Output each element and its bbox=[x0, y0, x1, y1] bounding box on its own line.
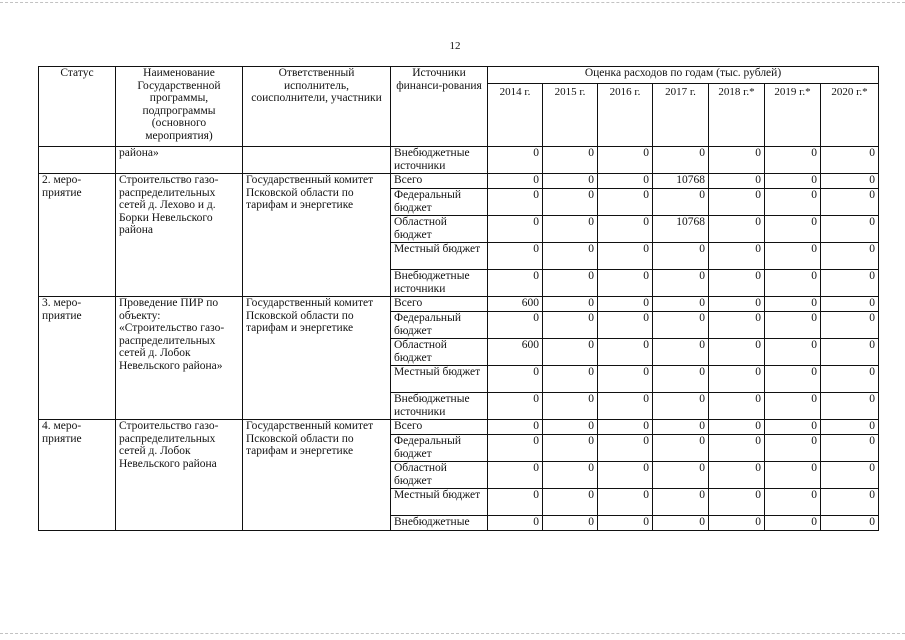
value-cell: 0 bbox=[709, 420, 765, 435]
value-cell: 0 bbox=[709, 339, 765, 366]
source-cell: Областной бюджет bbox=[391, 462, 488, 489]
executor-cell bbox=[243, 147, 391, 174]
header-year: 2014 г. bbox=[488, 84, 543, 147]
value-cell: 0 bbox=[765, 189, 821, 216]
table-row bbox=[39, 297, 879, 312]
value-cell: 0 bbox=[598, 462, 653, 489]
value-cell: 0 bbox=[765, 174, 821, 189]
value-cell: 0 bbox=[543, 393, 598, 420]
value-cell: 0 bbox=[653, 516, 709, 531]
value-cell: 0 bbox=[709, 516, 765, 531]
value-cell: 600 bbox=[488, 339, 543, 366]
value-cell: 0 bbox=[765, 420, 821, 435]
value-cell: 0 bbox=[488, 462, 543, 489]
value-cell: 0 bbox=[653, 243, 709, 270]
value-cell: 0 bbox=[653, 366, 709, 393]
expenditure-table bbox=[38, 66, 879, 531]
value-cell: 0 bbox=[488, 243, 543, 270]
value-cell: 0 bbox=[543, 489, 598, 516]
value-cell: 0 bbox=[488, 174, 543, 189]
header-year: 2018 г.* bbox=[709, 84, 765, 147]
value-cell: 600 bbox=[488, 297, 543, 312]
value-cell: 0 bbox=[709, 393, 765, 420]
source-cell: Местный бюджет bbox=[391, 489, 488, 516]
page-number: 12 bbox=[449, 40, 461, 52]
value-cell: 0 bbox=[653, 435, 709, 462]
value-cell: 0 bbox=[598, 420, 653, 435]
value-cell: 0 bbox=[821, 216, 879, 243]
value-cell: 0 bbox=[543, 312, 598, 339]
source-cell: Областной бюджет bbox=[391, 339, 488, 366]
source-cell: Внебюджетные источники bbox=[391, 270, 488, 297]
source-cell: Местный бюджет bbox=[391, 243, 488, 270]
value-cell: 0 bbox=[488, 270, 543, 297]
value-cell: 0 bbox=[543, 366, 598, 393]
value-cell: 0 bbox=[765, 393, 821, 420]
program-name-cell: Строительство газо-распределительных сетей д. Лобок Невельского района bbox=[116, 420, 243, 531]
value-cell: 0 bbox=[821, 270, 879, 297]
value-cell: 0 bbox=[765, 462, 821, 489]
value-cell: 0 bbox=[765, 147, 821, 174]
source-cell: Всего bbox=[391, 174, 488, 189]
value-cell: 0 bbox=[598, 189, 653, 216]
executor-cell: Государственный комитет Псковской области по тарифам и энергетике bbox=[243, 420, 391, 531]
source-cell: Федеральный бюджет bbox=[391, 312, 488, 339]
program-name-cell: Проведение ПИР по объекту: «Строительство газо-распределительных сетей д. Лобок Невельского района» bbox=[116, 297, 243, 420]
value-cell: 0 bbox=[821, 312, 879, 339]
value-cell: 0 bbox=[709, 174, 765, 189]
value-cell: 0 bbox=[488, 312, 543, 339]
value-cell: 0 bbox=[653, 312, 709, 339]
value-cell: 0 bbox=[488, 189, 543, 216]
header-sources: Источники финанси-рования bbox=[391, 67, 488, 147]
value-cell: 0 bbox=[765, 270, 821, 297]
value-cell: 0 bbox=[543, 297, 598, 312]
source-cell: Федеральный бюджет bbox=[391, 435, 488, 462]
value-cell: 0 bbox=[543, 462, 598, 489]
value-cell: 0 bbox=[598, 339, 653, 366]
value-cell: 0 bbox=[765, 339, 821, 366]
value-cell: 0 bbox=[765, 366, 821, 393]
value-cell: 0 bbox=[653, 393, 709, 420]
header-executor: Ответственный исполнитель, соисполнители, участники bbox=[243, 67, 391, 147]
value-cell: 0 bbox=[488, 216, 543, 243]
value-cell: 0 bbox=[653, 189, 709, 216]
executor-cell: Государственный комитет Псковской области по тарифам и энергетике bbox=[243, 297, 391, 420]
value-cell: 0 bbox=[821, 297, 879, 312]
value-cell: 0 bbox=[765, 435, 821, 462]
program-name-cell: района» bbox=[116, 147, 243, 174]
value-cell: 0 bbox=[821, 435, 879, 462]
value-cell: 0 bbox=[598, 435, 653, 462]
value-cell: 0 bbox=[709, 462, 765, 489]
value-cell: 0 bbox=[821, 516, 879, 531]
value-cell: 0 bbox=[543, 174, 598, 189]
value-cell: 0 bbox=[765, 297, 821, 312]
status-cell: 3. меро-приятие bbox=[39, 297, 116, 420]
value-cell: 0 bbox=[765, 243, 821, 270]
value-cell: 0 bbox=[543, 147, 598, 174]
value-cell: 0 bbox=[709, 189, 765, 216]
value-cell: 0 bbox=[653, 420, 709, 435]
value-cell: 0 bbox=[709, 147, 765, 174]
value-cell: 0 bbox=[821, 489, 879, 516]
value-cell: 0 bbox=[821, 189, 879, 216]
value-cell: 0 bbox=[488, 393, 543, 420]
value-cell: 0 bbox=[821, 462, 879, 489]
source-cell: Всего bbox=[391, 297, 488, 312]
value-cell: 0 bbox=[543, 270, 598, 297]
value-cell: 0 bbox=[543, 435, 598, 462]
value-cell: 10768 bbox=[653, 216, 709, 243]
value-cell: 0 bbox=[598, 297, 653, 312]
value-cell: 10768 bbox=[653, 174, 709, 189]
source-cell: Областной бюджет bbox=[391, 216, 488, 243]
value-cell: 0 bbox=[543, 243, 598, 270]
value-cell: 0 bbox=[709, 312, 765, 339]
header-year: 2015 г. bbox=[543, 84, 598, 147]
value-cell: 0 bbox=[598, 366, 653, 393]
value-cell: 0 bbox=[653, 270, 709, 297]
value-cell: 0 bbox=[821, 393, 879, 420]
source-cell: Внебюджетные источники bbox=[391, 147, 488, 174]
source-cell: Внебюджетные bbox=[391, 516, 488, 531]
source-cell: Федеральный бюджет bbox=[391, 189, 488, 216]
header-status: Статус bbox=[39, 67, 116, 147]
value-cell: 0 bbox=[488, 435, 543, 462]
value-cell: 0 bbox=[765, 489, 821, 516]
value-cell: 0 bbox=[821, 243, 879, 270]
value-cell: 0 bbox=[653, 339, 709, 366]
value-cell: 0 bbox=[709, 297, 765, 312]
header-row bbox=[39, 67, 879, 84]
source-cell: Местный бюджет bbox=[391, 366, 488, 393]
value-cell: 0 bbox=[488, 516, 543, 531]
value-cell: 0 bbox=[653, 462, 709, 489]
table-row bbox=[39, 174, 879, 189]
table-row bbox=[39, 147, 879, 174]
table-row bbox=[39, 420, 879, 435]
value-cell: 0 bbox=[598, 312, 653, 339]
value-cell: 0 bbox=[765, 516, 821, 531]
executor-cell: Государственный комитет Псковской области по тарифам и энергетике bbox=[243, 174, 391, 297]
value-cell: 0 bbox=[598, 270, 653, 297]
value-cell: 0 bbox=[598, 489, 653, 516]
value-cell: 0 bbox=[598, 147, 653, 174]
value-cell: 0 bbox=[488, 489, 543, 516]
value-cell: 0 bbox=[543, 516, 598, 531]
value-cell: 0 bbox=[488, 420, 543, 435]
value-cell: 0 bbox=[821, 339, 879, 366]
value-cell: 0 bbox=[598, 216, 653, 243]
value-cell: 0 bbox=[821, 420, 879, 435]
scan-edge-top bbox=[0, 2, 905, 4]
value-cell: 0 bbox=[821, 366, 879, 393]
header-costs: Оценка расходов по годам (тыс. рублей) bbox=[488, 67, 879, 84]
value-cell: 0 bbox=[543, 339, 598, 366]
value-cell: 0 bbox=[709, 243, 765, 270]
value-cell: 0 bbox=[821, 174, 879, 189]
value-cell: 0 bbox=[488, 366, 543, 393]
value-cell: 0 bbox=[709, 489, 765, 516]
value-cell: 0 bbox=[709, 435, 765, 462]
value-cell: 0 bbox=[598, 393, 653, 420]
status-cell: 2. меро-приятие bbox=[39, 174, 116, 297]
scan-edge-bottom bbox=[0, 633, 905, 635]
header-year: 2019 г.* bbox=[765, 84, 821, 147]
value-cell: 0 bbox=[543, 216, 598, 243]
value-cell: 0 bbox=[653, 489, 709, 516]
value-cell: 0 bbox=[543, 189, 598, 216]
header-program: Наименование Государственной программы, подпрограммы (основного мероприятия) bbox=[116, 67, 243, 147]
header-year: 2020 г.* bbox=[821, 84, 879, 147]
value-cell: 0 bbox=[709, 366, 765, 393]
header-year: 2017 г. bbox=[653, 84, 709, 147]
source-cell: Всего bbox=[391, 420, 488, 435]
value-cell: 0 bbox=[653, 147, 709, 174]
source-cell: Внебюджетные источники bbox=[391, 393, 488, 420]
value-cell: 0 bbox=[598, 174, 653, 189]
program-name-cell: Строительство газо-распределительных сетей д. Лехово и д. Борки Невельского района bbox=[116, 174, 243, 297]
value-cell: 0 bbox=[598, 243, 653, 270]
value-cell: 0 bbox=[488, 147, 543, 174]
value-cell: 0 bbox=[765, 216, 821, 243]
status-cell bbox=[39, 147, 116, 174]
status-cell: 4. меро-приятие bbox=[39, 420, 116, 531]
value-cell: 0 bbox=[653, 297, 709, 312]
header-year: 2016 г. bbox=[598, 84, 653, 147]
value-cell: 0 bbox=[709, 216, 765, 243]
value-cell: 0 bbox=[821, 147, 879, 174]
value-cell: 0 bbox=[598, 516, 653, 531]
value-cell: 0 bbox=[765, 312, 821, 339]
value-cell: 0 bbox=[543, 420, 598, 435]
value-cell: 0 bbox=[709, 270, 765, 297]
